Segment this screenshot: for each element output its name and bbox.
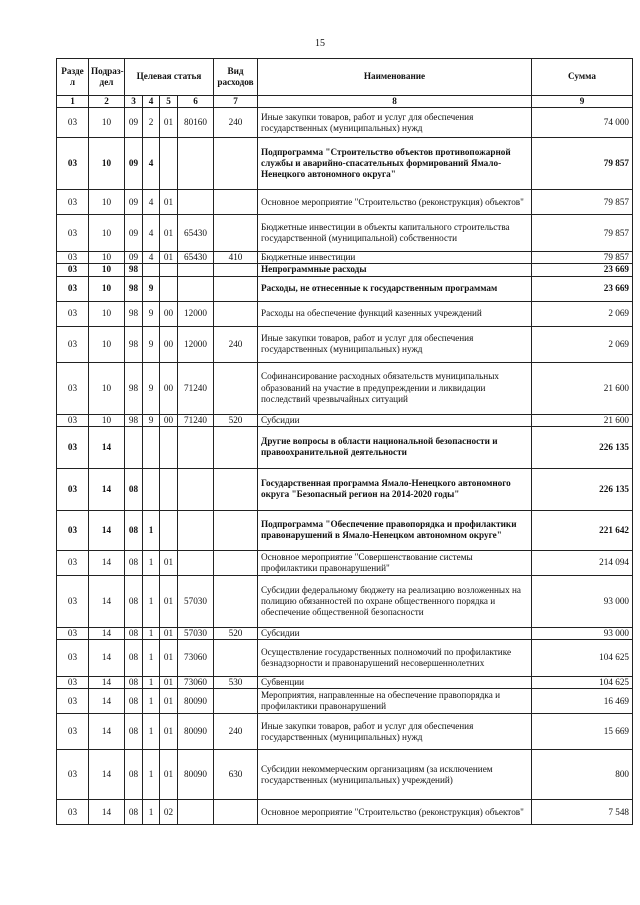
subsection-cell: 10 [89, 252, 125, 264]
expense-type-cell [214, 215, 258, 252]
name-cell: Основное мероприятие "Совершенствование системы профилактики правонарушений" [258, 550, 532, 575]
col-number: 6 [178, 96, 214, 108]
section-cell: 03 [57, 276, 89, 301]
program-cell: 08 [125, 640, 143, 677]
event-cell [160, 426, 178, 468]
name-cell: Осуществление государственных полномочий по профилактике безнадзорности и правонарушений несовершеннолетних [258, 640, 532, 677]
program-cell: 98 [125, 362, 143, 414]
section-cell: 03 [57, 190, 89, 215]
col-number: 1 [57, 96, 89, 108]
event-cell: 01 [160, 575, 178, 627]
table-row [57, 426, 633, 468]
name-cell: Иные закупки товаров, работ и услуг для обеспечения государственных (муниципальных) нужд [258, 326, 532, 362]
col-header-section: Разде л [57, 59, 89, 96]
program-cell: 98 [125, 301, 143, 326]
direction-cell: 12000 [178, 326, 214, 362]
subprogram-cell: 9 [143, 414, 160, 426]
program-cell: 08 [125, 750, 143, 800]
expense-type-cell: 630 [214, 750, 258, 800]
direction-cell [178, 800, 214, 825]
name-cell: Подпрограмма "Строительство объектов противопожарной службы и аварийно-спасательных формирований Ямало-Ненецкого автономного округа" [258, 138, 532, 190]
name-cell: Государственная программа Ямало-Ненецкого автономного округа "Безопасный регион на 2014-2020 годы" [258, 468, 532, 510]
section-cell: 03 [57, 264, 89, 276]
section-cell: 03 [57, 750, 89, 800]
subprogram-cell: 1 [143, 640, 160, 677]
direction-cell: 80090 [178, 714, 214, 750]
direction-cell: 12000 [178, 301, 214, 326]
event-cell: 01 [160, 252, 178, 264]
subsection-cell: 10 [89, 276, 125, 301]
subsection-cell: 10 [89, 108, 125, 138]
sum-cell: 214 094 [532, 550, 633, 575]
table-row [57, 264, 633, 276]
subprogram-cell [143, 426, 160, 468]
col-number: 4 [143, 96, 160, 108]
name-cell: Другие вопросы в области национальной безопасности и правоохранительной деятельности [258, 426, 532, 468]
col-header-name: Наименование [258, 59, 532, 96]
expense-type-cell: 240 [214, 714, 258, 750]
event-cell [160, 468, 178, 510]
column-number-row [57, 96, 633, 108]
direction-cell: 80090 [178, 750, 214, 800]
table-row [57, 108, 633, 138]
table-row [57, 138, 633, 190]
name-cell: Субсидии [258, 627, 532, 639]
table-row [57, 510, 633, 550]
program-cell: 98 [125, 276, 143, 301]
event-cell: 00 [160, 326, 178, 362]
table-row [57, 190, 633, 215]
event-cell [160, 138, 178, 190]
expense-type-cell [214, 264, 258, 276]
expense-type-cell [214, 468, 258, 510]
subprogram-cell: 1 [143, 714, 160, 750]
direction-cell: 57030 [178, 575, 214, 627]
subprogram-cell [143, 264, 160, 276]
program-cell: 09 [125, 215, 143, 252]
subprogram-cell: 9 [143, 326, 160, 362]
table-row [57, 414, 633, 426]
table-row [57, 627, 633, 639]
budget-table [56, 58, 633, 825]
sum-cell: 74 000 [532, 108, 633, 138]
name-cell: Иные закупки товаров, работ и услуг для обеспечения государственных (муниципальных) нужд [258, 108, 532, 138]
subsection-cell: 14 [89, 677, 125, 689]
program-cell: 08 [125, 468, 143, 510]
sum-cell: 79 857 [532, 138, 633, 190]
subsection-cell: 14 [89, 800, 125, 825]
name-cell: Иные закупки товаров, работ и услуг для обеспечения государственных (муниципальных) нужд [258, 714, 532, 750]
subsection-cell: 14 [89, 689, 125, 714]
subprogram-cell: 2 [143, 108, 160, 138]
name-cell: Бюджетные инвестиции [258, 252, 532, 264]
expense-type-cell [214, 426, 258, 468]
subsection-cell: 14 [89, 750, 125, 800]
subsection-cell: 14 [89, 714, 125, 750]
sum-cell: 226 135 [532, 468, 633, 510]
event-cell [160, 510, 178, 550]
expense-type-cell [214, 276, 258, 301]
header-row [57, 59, 633, 96]
subprogram-cell: 1 [143, 750, 160, 800]
event-cell: 01 [160, 640, 178, 677]
section-cell: 03 [57, 627, 89, 639]
event-cell: 01 [160, 550, 178, 575]
sum-cell: 221 642 [532, 510, 633, 550]
direction-cell: 71240 [178, 362, 214, 414]
event-cell: 01 [160, 215, 178, 252]
expense-type-cell [214, 301, 258, 326]
direction-cell: 57030 [178, 627, 214, 639]
section-cell: 03 [57, 689, 89, 714]
subprogram-cell: 9 [143, 276, 160, 301]
name-cell: Субсидии [258, 414, 532, 426]
name-cell: Субсидии федеральному бюджету на реализацию возложенных на полицию обязанностей по охране общественного порядка и обеспечение общественной безопасности [258, 575, 532, 627]
col-number: 8 [258, 96, 532, 108]
table-row [57, 677, 633, 689]
subprogram-cell: 1 [143, 550, 160, 575]
expense-type-cell [214, 640, 258, 677]
col-header-target-article: Целевая статья [125, 59, 214, 96]
expense-type-cell [214, 689, 258, 714]
sum-cell: 79 857 [532, 252, 633, 264]
sum-cell: 16 469 [532, 689, 633, 714]
expense-type-cell: 240 [214, 108, 258, 138]
direction-cell: 73060 [178, 640, 214, 677]
table-row [57, 468, 633, 510]
name-cell: Непрограммные расходы [258, 264, 532, 276]
direction-cell [178, 276, 214, 301]
section-cell: 03 [57, 215, 89, 252]
subprogram-cell: 1 [143, 677, 160, 689]
sum-cell: 93 000 [532, 627, 633, 639]
subsection-cell: 10 [89, 362, 125, 414]
table-row [57, 640, 633, 677]
name-cell: Расходы на обеспечение функций казенных учреждений [258, 301, 532, 326]
subsection-cell: 14 [89, 510, 125, 550]
direction-cell: 80160 [178, 108, 214, 138]
expense-type-cell [214, 510, 258, 550]
subprogram-cell [143, 468, 160, 510]
subprogram-cell: 1 [143, 800, 160, 825]
program-cell: 09 [125, 252, 143, 264]
subsection-cell: 14 [89, 468, 125, 510]
event-cell: 01 [160, 714, 178, 750]
event-cell [160, 276, 178, 301]
sum-cell: 93 000 [532, 575, 633, 627]
direction-cell: 73060 [178, 677, 214, 689]
section-cell: 03 [57, 108, 89, 138]
section-cell: 03 [57, 326, 89, 362]
subprogram-cell: 4 [143, 190, 160, 215]
subsection-cell: 14 [89, 575, 125, 627]
sum-cell: 79 857 [532, 190, 633, 215]
name-cell: Софинансирование расходных обязательств муниципальных образований на участие в предупреждении и ликвидации последствий чрезвычайных ситуаций [258, 362, 532, 414]
table-body [57, 108, 633, 825]
table-row [57, 750, 633, 800]
table-row [57, 362, 633, 414]
event-cell [160, 264, 178, 276]
section-cell: 03 [57, 301, 89, 326]
event-cell: 02 [160, 800, 178, 825]
sum-cell: 104 625 [532, 677, 633, 689]
sum-cell: 2 069 [532, 301, 633, 326]
section-cell: 03 [57, 468, 89, 510]
name-cell: Основное мероприятие "Строительство (реконструкция) объектов" [258, 190, 532, 215]
sum-cell: 800 [532, 750, 633, 800]
col-number: 7 [214, 96, 258, 108]
sum-cell: 23 669 [532, 264, 633, 276]
subprogram-cell: 9 [143, 362, 160, 414]
expense-type-cell [214, 575, 258, 627]
program-cell: 08 [125, 689, 143, 714]
direction-cell [178, 550, 214, 575]
subsection-cell: 14 [89, 640, 125, 677]
table-row [57, 301, 633, 326]
name-cell: Подпрограмма "Обеспечение правопорядка и профилактики правонарушений в Ямало-Ненецком автономном округе" [258, 510, 532, 550]
table-row [57, 326, 633, 362]
subsection-cell: 10 [89, 301, 125, 326]
table-row [57, 252, 633, 264]
direction-cell [178, 138, 214, 190]
program-cell: 08 [125, 550, 143, 575]
subprogram-cell: 1 [143, 575, 160, 627]
direction-cell [178, 190, 214, 215]
section-cell: 03 [57, 677, 89, 689]
subprogram-cell: 1 [143, 627, 160, 639]
event-cell: 01 [160, 689, 178, 714]
expense-type-cell [214, 362, 258, 414]
name-cell: Бюджетные инвестиции в объекты капитального строительства государственной (муниципальной) собственности [258, 215, 532, 252]
program-cell: 08 [125, 510, 143, 550]
program-cell [125, 426, 143, 468]
expense-type-cell: 530 [214, 677, 258, 689]
table-row [57, 276, 633, 301]
col-header-subsection: Подраз- дел [89, 59, 125, 96]
event-cell: 00 [160, 414, 178, 426]
subsection-cell: 10 [89, 264, 125, 276]
col-number: 5 [160, 96, 178, 108]
section-cell: 03 [57, 640, 89, 677]
program-cell: 08 [125, 800, 143, 825]
col-header-sum: Сумма [532, 59, 633, 96]
expense-type-cell: 520 [214, 414, 258, 426]
section-cell: 03 [57, 510, 89, 550]
subsection-cell: 10 [89, 326, 125, 362]
col-header-expense-type: Вид расходов [214, 59, 258, 96]
direction-cell [178, 264, 214, 276]
col-number: 2 [89, 96, 125, 108]
subprogram-cell: 9 [143, 301, 160, 326]
section-cell: 03 [57, 575, 89, 627]
direction-cell: 65430 [178, 215, 214, 252]
program-cell: 08 [125, 677, 143, 689]
subsection-cell: 14 [89, 426, 125, 468]
section-cell: 03 [57, 414, 89, 426]
name-cell: Субвенции [258, 677, 532, 689]
program-cell: 98 [125, 414, 143, 426]
event-cell: 01 [160, 108, 178, 138]
sum-cell: 104 625 [532, 640, 633, 677]
expense-type-cell [214, 138, 258, 190]
sum-cell: 226 135 [532, 426, 633, 468]
page-number: 15 [315, 38, 325, 49]
table-row [57, 550, 633, 575]
subprogram-cell: 4 [143, 215, 160, 252]
table-row [57, 215, 633, 252]
col-number: 9 [532, 96, 633, 108]
expense-type-cell: 240 [214, 326, 258, 362]
program-cell: 08 [125, 575, 143, 627]
subsection-cell: 10 [89, 138, 125, 190]
name-cell: Субсидии некоммерческим организациям (за исключением государственных (муниципальных) учреждений) [258, 750, 532, 800]
program-cell: 09 [125, 108, 143, 138]
name-cell: Расходы, не отнесенные к государственным программам [258, 276, 532, 301]
expense-type-cell [214, 800, 258, 825]
name-cell: Мероприятия, направленные на обеспечение правопорядка и профилактики правонарушений [258, 689, 532, 714]
name-cell: Основное мероприятие "Строительство (реконструкция) объектов" [258, 800, 532, 825]
program-cell: 98 [125, 264, 143, 276]
sum-cell: 23 669 [532, 276, 633, 301]
event-cell: 00 [160, 301, 178, 326]
program-cell: 08 [125, 714, 143, 750]
table-row [57, 575, 633, 627]
subprogram-cell: 1 [143, 510, 160, 550]
event-cell: 01 [160, 627, 178, 639]
subsection-cell: 14 [89, 550, 125, 575]
sum-cell: 15 669 [532, 714, 633, 750]
table-row [57, 714, 633, 750]
table-row [57, 800, 633, 825]
event-cell: 00 [160, 362, 178, 414]
subsection-cell: 10 [89, 190, 125, 215]
expense-type-cell [214, 190, 258, 215]
direction-cell [178, 426, 214, 468]
subsection-cell: 14 [89, 627, 125, 639]
subprogram-cell: 4 [143, 138, 160, 190]
section-cell: 03 [57, 362, 89, 414]
expense-type-cell: 410 [214, 252, 258, 264]
col-number: 3 [125, 96, 143, 108]
section-cell: 03 [57, 138, 89, 190]
direction-cell: 71240 [178, 414, 214, 426]
sum-cell: 7 548 [532, 800, 633, 825]
expense-type-cell: 520 [214, 627, 258, 639]
expense-type-cell [214, 550, 258, 575]
program-cell: 98 [125, 326, 143, 362]
event-cell: 01 [160, 677, 178, 689]
section-cell: 03 [57, 800, 89, 825]
event-cell: 01 [160, 750, 178, 800]
section-cell: 03 [57, 714, 89, 750]
sum-cell: 21 600 [532, 362, 633, 414]
sum-cell: 2 069 [532, 326, 633, 362]
sum-cell: 79 857 [532, 215, 633, 252]
section-cell: 03 [57, 550, 89, 575]
program-cell: 08 [125, 627, 143, 639]
direction-cell: 65430 [178, 252, 214, 264]
subprogram-cell: 1 [143, 689, 160, 714]
direction-cell [178, 468, 214, 510]
subsection-cell: 10 [89, 414, 125, 426]
event-cell: 01 [160, 190, 178, 215]
section-cell: 03 [57, 252, 89, 264]
subprogram-cell: 4 [143, 252, 160, 264]
program-cell: 09 [125, 138, 143, 190]
subsection-cell: 10 [89, 215, 125, 252]
direction-cell [178, 510, 214, 550]
direction-cell: 80090 [178, 689, 214, 714]
section-cell: 03 [57, 426, 89, 468]
table-row [57, 689, 633, 714]
sum-cell: 21 600 [532, 414, 633, 426]
program-cell: 09 [125, 190, 143, 215]
